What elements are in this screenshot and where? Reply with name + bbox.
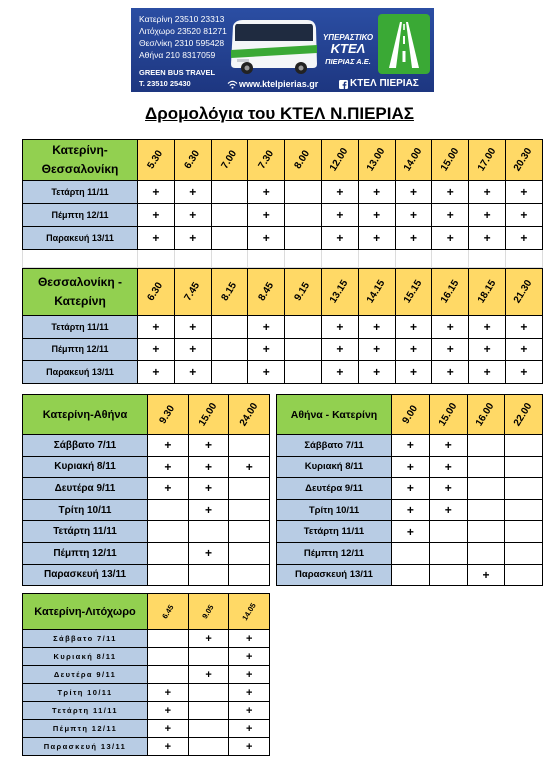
day-label: Κυριακή 8/11 xyxy=(277,457,392,479)
trip-mark: + xyxy=(396,204,433,227)
trip-mark: + xyxy=(322,227,359,250)
route-header xyxy=(23,594,148,630)
trip-mark: + xyxy=(189,500,230,522)
trip-mark: + xyxy=(138,181,175,204)
trip-mark: + xyxy=(469,204,506,227)
trip-mark: + xyxy=(229,738,270,756)
trip-mark: + xyxy=(229,702,270,720)
departure-time: 15.00 xyxy=(438,146,462,174)
blank-cell xyxy=(432,250,469,268)
trip-mark: + xyxy=(148,720,189,738)
departure-time: 13.00 xyxy=(364,146,388,174)
departure-time-cell xyxy=(138,140,175,181)
trip-mark: + xyxy=(248,316,285,339)
blank-cell xyxy=(248,250,285,268)
blank-cell xyxy=(23,250,138,268)
trip-mark: + xyxy=(189,435,230,457)
trip-mark: + xyxy=(189,543,230,565)
trip-mark xyxy=(212,339,249,362)
trip-mark: + xyxy=(469,339,506,362)
trip-mark: + xyxy=(506,316,543,339)
departure-time: 15.00 xyxy=(436,400,460,428)
trip-mark xyxy=(285,181,322,204)
departure-time: 12.00 xyxy=(328,146,351,174)
blank-cell xyxy=(175,250,212,268)
logo-line-ktel: ΚΤΕΛ xyxy=(330,41,366,56)
day-label: Πέμπτη 12/11 xyxy=(277,543,392,565)
trip-mark: + xyxy=(189,630,230,648)
day-label: Πέμπτη 12/11 xyxy=(23,204,138,227)
trip-mark: + xyxy=(359,316,396,339)
trip-mark: + xyxy=(506,361,543,384)
trip-mark: + xyxy=(392,500,430,522)
route-header xyxy=(23,140,138,181)
trip-mark: + xyxy=(506,181,543,204)
schedule-table-katerini-thessaloniki xyxy=(22,139,543,250)
contact-phone-list xyxy=(139,13,227,61)
trip-mark: + xyxy=(138,227,175,250)
trip-mark: + xyxy=(229,684,270,702)
trip-mark: + xyxy=(468,565,506,587)
trip-mark xyxy=(229,565,270,587)
departure-time: 14.15 xyxy=(364,278,388,306)
departure-time: 6.45 xyxy=(159,602,176,620)
trip-mark xyxy=(212,361,249,384)
day-label: Τετάρτη 11/11 xyxy=(23,181,138,204)
trip-mark xyxy=(468,521,506,543)
departure-time: 15.00 xyxy=(196,400,220,428)
departure-time-cell xyxy=(396,269,433,316)
departure-time: 9.30 xyxy=(157,403,178,426)
trip-mark xyxy=(148,543,189,565)
trip-mark xyxy=(212,316,249,339)
trip-mark: + xyxy=(248,204,285,227)
blank-cell xyxy=(359,250,396,268)
trip-mark: + xyxy=(392,478,430,500)
trip-mark: + xyxy=(229,648,270,666)
day-label: Σάββατο 7/11 xyxy=(277,435,392,457)
trip-mark: + xyxy=(506,204,543,227)
trip-mark xyxy=(430,565,468,587)
day-label: Παρασκευή 13/11 xyxy=(23,565,148,587)
route-header xyxy=(23,395,148,435)
schedule-table-thessaloniki-katerini xyxy=(22,268,543,384)
departure-time: 7.00 xyxy=(219,148,239,171)
departure-time: 13.15 xyxy=(328,278,351,306)
blank-cell xyxy=(469,250,506,268)
trip-mark: + xyxy=(359,339,396,362)
trip-mark: + xyxy=(432,204,469,227)
departure-time-cell xyxy=(506,140,543,181)
trip-mark xyxy=(148,565,189,587)
trip-mark: + xyxy=(148,684,189,702)
trip-mark: + xyxy=(359,227,396,250)
departure-time: 24.00 xyxy=(237,400,261,428)
trip-mark: + xyxy=(396,339,433,362)
contact-phone-litochoro: Λιτόχωρο 23520 81271 xyxy=(139,26,227,36)
trip-mark xyxy=(285,361,322,384)
day-label: Σάββατο 7/11 xyxy=(23,435,148,457)
trip-mark: + xyxy=(322,181,359,204)
route-title-line: Κατερίνη-Αθήνα xyxy=(42,408,128,421)
trip-mark: + xyxy=(175,227,212,250)
trip-mark xyxy=(505,435,543,457)
trip-mark: + xyxy=(248,361,285,384)
departure-time-cell xyxy=(505,395,543,435)
departure-time-cell xyxy=(396,140,433,181)
departure-time-cell xyxy=(359,269,396,316)
departure-time: 21.30 xyxy=(512,278,535,306)
trip-mark: + xyxy=(148,457,189,479)
departure-time: 9.15 xyxy=(292,280,313,303)
day-label: Σάββατο 7/11 xyxy=(23,630,148,648)
blank-cell xyxy=(506,250,543,268)
trip-mark: + xyxy=(432,227,469,250)
departure-time-cell xyxy=(322,140,359,181)
departure-time: 8.00 xyxy=(292,148,313,171)
departure-time: 8.45 xyxy=(256,280,276,303)
trip-mark: + xyxy=(189,478,230,500)
day-label: Παρασκευή 13/11 xyxy=(23,738,148,756)
day-label: Παρασκευή 13/11 xyxy=(277,565,392,587)
trip-mark: + xyxy=(322,339,359,362)
trip-mark: + xyxy=(148,435,189,457)
wifi-icon xyxy=(227,80,238,89)
trip-mark: + xyxy=(506,339,543,362)
trip-mark: + xyxy=(322,204,359,227)
trip-mark: + xyxy=(430,435,468,457)
route-title-line: Θεσσαλονίκη - xyxy=(37,275,123,289)
trip-mark: + xyxy=(469,361,506,384)
blank-cell xyxy=(396,250,433,268)
trip-mark: + xyxy=(229,666,270,684)
trip-mark xyxy=(505,478,543,500)
trip-mark: + xyxy=(175,339,212,362)
bus-icon xyxy=(227,12,319,76)
day-label: Τετάρτη 11/11 xyxy=(23,702,148,720)
website-address: www.ktelpierias.gr xyxy=(239,79,319,89)
trip-mark xyxy=(212,204,249,227)
day-label: Τρίτη 10/11 xyxy=(277,500,392,522)
blank-cell xyxy=(212,250,249,268)
trip-mark: + xyxy=(469,181,506,204)
trip-mark xyxy=(189,521,230,543)
departure-time-cell xyxy=(248,140,285,181)
trip-mark: + xyxy=(148,702,189,720)
departure-time-cell xyxy=(212,140,249,181)
trip-mark xyxy=(505,521,543,543)
trip-mark: + xyxy=(359,361,396,384)
trip-mark: + xyxy=(229,630,270,648)
trip-mark xyxy=(229,478,270,500)
facebook-page-name: ΚΤΕΛ ΠΙΕΡΙΑΣ xyxy=(350,78,419,89)
trip-mark: + xyxy=(432,339,469,362)
trip-mark: + xyxy=(396,181,433,204)
trip-mark: + xyxy=(229,457,270,479)
trip-mark: + xyxy=(175,181,212,204)
contact-phone-athens: Αθήνα 210 8317059 xyxy=(139,50,216,60)
trip-mark xyxy=(189,702,230,720)
trip-mark xyxy=(229,521,270,543)
day-label: Τετάρτη 11/11 xyxy=(277,521,392,543)
trip-mark xyxy=(285,204,322,227)
day-label: Παρακευή 13/11 xyxy=(23,361,138,384)
trip-mark: + xyxy=(138,339,175,362)
trip-mark xyxy=(229,435,270,457)
departure-time-cell xyxy=(285,269,322,316)
day-label: Δευτέρα 9/11 xyxy=(23,478,148,500)
departure-time-cell xyxy=(285,140,322,181)
day-label: Δευτέρα 9/11 xyxy=(23,666,148,684)
route-title-line: Κατερίνη-Λιτόχωρο xyxy=(34,605,136,618)
trip-mark xyxy=(430,543,468,565)
trip-mark: + xyxy=(396,316,433,339)
trip-mark xyxy=(505,457,543,479)
departure-time-cell xyxy=(148,594,189,630)
departure-time: 17.00 xyxy=(475,146,498,174)
departure-time-cell xyxy=(229,594,270,630)
departure-time: 22.00 xyxy=(512,400,535,428)
trip-mark: + xyxy=(432,361,469,384)
agency-phone: Τ. 23510 25430 xyxy=(139,79,191,88)
trip-mark xyxy=(212,227,249,250)
day-label: Τετάρτη 11/11 xyxy=(23,316,138,339)
trip-mark: + xyxy=(138,316,175,339)
trip-mark: + xyxy=(229,720,270,738)
trip-mark: + xyxy=(396,227,433,250)
logo-line-pierias: ΠΙΕΡΙΑΣ Α.Ε. xyxy=(325,57,371,66)
departure-time-cell xyxy=(469,269,506,316)
blank-separator-row xyxy=(22,250,543,268)
trip-mark: + xyxy=(248,339,285,362)
departure-time: 16.00 xyxy=(474,400,497,428)
trip-mark: + xyxy=(396,361,433,384)
departure-time: 6.30 xyxy=(182,148,203,171)
trip-mark: + xyxy=(469,227,506,250)
departure-time-cell xyxy=(506,269,543,316)
trip-mark: + xyxy=(322,361,359,384)
departure-time-cell xyxy=(322,269,359,316)
highway-logo-icon xyxy=(378,14,430,74)
blank-cell xyxy=(138,250,175,268)
departure-time-cell xyxy=(138,269,175,316)
trip-mark xyxy=(229,543,270,565)
trip-mark: + xyxy=(175,361,212,384)
day-label: Πέμπτη 12/11 xyxy=(23,543,148,565)
trip-mark xyxy=(148,666,189,684)
trip-mark: + xyxy=(359,181,396,204)
trip-mark xyxy=(148,648,189,666)
day-label: Τετάρτη 11/11 xyxy=(23,521,148,543)
trip-mark: + xyxy=(392,457,430,479)
departure-time: 9.00 xyxy=(400,403,420,426)
departure-time-cell xyxy=(212,269,249,316)
trip-mark xyxy=(505,543,543,565)
trip-mark: + xyxy=(469,316,506,339)
trip-mark: + xyxy=(392,521,430,543)
day-label: Κυριακή 8/11 xyxy=(23,648,148,666)
trip-mark xyxy=(468,457,506,479)
trip-mark: + xyxy=(322,316,359,339)
trip-mark xyxy=(212,181,249,204)
trip-mark: + xyxy=(392,435,430,457)
trip-mark: + xyxy=(359,204,396,227)
route-header xyxy=(23,269,138,316)
departure-time-cell xyxy=(189,594,230,630)
trip-mark xyxy=(189,648,230,666)
trip-mark: + xyxy=(148,738,189,756)
departure-time-cell xyxy=(175,140,212,181)
company-banner xyxy=(131,8,434,92)
trip-mark: + xyxy=(430,478,468,500)
blank-cell xyxy=(322,250,359,268)
route-title-line: Κατερίνη- xyxy=(52,143,108,157)
departure-time-cell xyxy=(432,140,469,181)
day-label: Πέμπτη 12/11 xyxy=(23,720,148,738)
schedule-table-athens-katerini xyxy=(276,394,543,586)
departure-time-cell xyxy=(148,395,189,435)
departure-time: 18.15 xyxy=(475,278,498,306)
trip-mark: + xyxy=(189,457,230,479)
departure-time-cell xyxy=(359,140,396,181)
trip-mark xyxy=(285,227,322,250)
trip-mark xyxy=(148,500,189,522)
trip-mark: + xyxy=(506,227,543,250)
route-title-line: Θεσσαλονίκη xyxy=(41,162,119,176)
trip-mark: + xyxy=(430,457,468,479)
departure-time-cell xyxy=(392,395,430,435)
trip-mark: + xyxy=(189,666,230,684)
trip-mark xyxy=(148,630,189,648)
trip-mark xyxy=(189,738,230,756)
trip-mark xyxy=(468,478,506,500)
day-label: Τρίτη 10/11 xyxy=(23,500,148,522)
trip-mark: + xyxy=(138,361,175,384)
departure-time-cell xyxy=(432,269,469,316)
departure-time: 6.30 xyxy=(145,280,166,303)
trip-mark: + xyxy=(175,316,212,339)
departure-time: 7.45 xyxy=(182,280,203,303)
trip-mark xyxy=(285,316,322,339)
departure-time: 8.15 xyxy=(219,280,239,303)
trip-mark xyxy=(505,565,543,587)
day-label: Τρίτη 10/11 xyxy=(23,684,148,702)
day-label: Δευτέρα 9/11 xyxy=(277,478,392,500)
departure-time-cell xyxy=(468,395,506,435)
schedule-table-katerini-athens xyxy=(22,394,270,586)
trip-mark xyxy=(229,500,270,522)
trip-mark: + xyxy=(175,204,212,227)
trip-mark xyxy=(148,521,189,543)
blank-cell xyxy=(285,250,322,268)
departure-time: 14.05 xyxy=(240,600,258,622)
departure-time: 5.30 xyxy=(145,148,166,171)
trip-mark xyxy=(430,521,468,543)
trip-mark xyxy=(468,543,506,565)
route-header xyxy=(277,395,392,435)
trip-mark xyxy=(505,500,543,522)
departure-time-cell xyxy=(175,269,212,316)
agency-name: GREEN BUS TRAVEL xyxy=(139,68,216,77)
logo-line-intercity: ΥΠΕΡΑΣΤΙΚΟ xyxy=(322,33,374,42)
page-title: Δρομολόγια του ΚΤΕΛ Ν.ΠΙΕΡΙΑΣ xyxy=(145,104,414,123)
contact-phone-katerini: Κατερίνη 23510 23313 xyxy=(139,14,225,24)
departure-time: 20.30 xyxy=(512,146,535,174)
departure-time-cell xyxy=(469,140,506,181)
trip-mark xyxy=(189,720,230,738)
day-label: Κυριακή 8/11 xyxy=(23,457,148,479)
trip-mark: + xyxy=(148,478,189,500)
departure-time: 9.05 xyxy=(200,602,216,620)
day-label: Παρακευή 13/11 xyxy=(23,227,138,250)
day-label: Πέμπτη 12/11 xyxy=(23,339,138,362)
trip-mark: + xyxy=(248,181,285,204)
trip-mark xyxy=(189,684,230,702)
departure-time-cell xyxy=(430,395,468,435)
trip-mark: + xyxy=(432,316,469,339)
trip-mark: + xyxy=(430,500,468,522)
departure-time: 15.15 xyxy=(401,278,425,306)
trip-mark: + xyxy=(248,227,285,250)
trip-mark xyxy=(189,565,230,587)
trip-mark xyxy=(392,565,430,587)
route-title-line: Κατερίνη xyxy=(54,294,106,308)
trip-mark: + xyxy=(138,204,175,227)
departure-time-cell xyxy=(248,269,285,316)
departure-time-cell xyxy=(229,395,270,435)
schedule-table-katerini-litochoro xyxy=(22,593,270,756)
departure-time: 7.30 xyxy=(256,148,276,171)
departure-time: 14.00 xyxy=(401,146,425,174)
trip-mark xyxy=(468,500,506,522)
departure-time-cell xyxy=(189,395,230,435)
route-title-line: Αθήνα - Κατερίνη xyxy=(290,408,378,421)
trip-mark xyxy=(468,435,506,457)
trip-mark: + xyxy=(432,181,469,204)
facebook-icon xyxy=(339,80,348,89)
contact-phone-thessaloniki: Θεσ/νίκη 2310 595428 xyxy=(139,38,225,48)
trip-mark xyxy=(392,543,430,565)
departure-time: 16.15 xyxy=(438,278,462,306)
trip-mark xyxy=(285,339,322,362)
